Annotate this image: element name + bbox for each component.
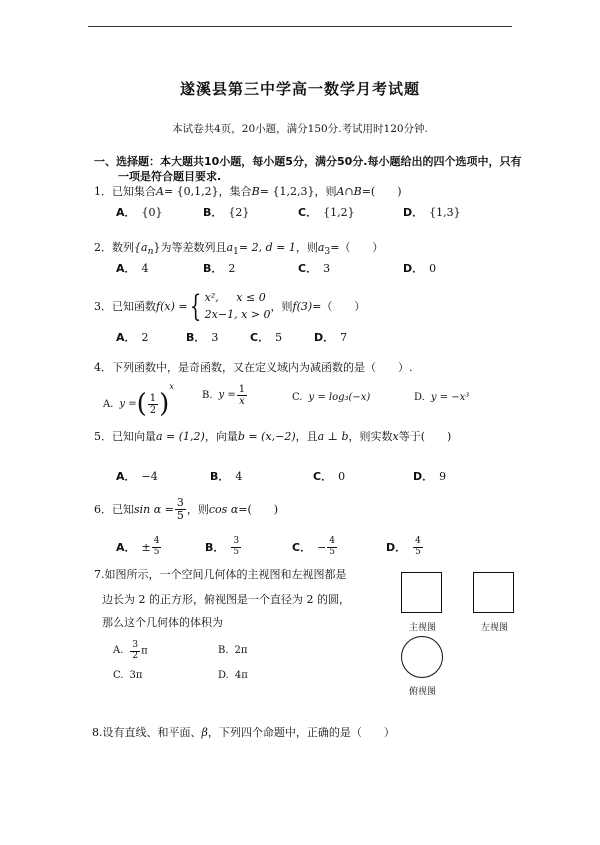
question-1: 1．已知集合A= {0,1,2}，集合B= {1,2,3}，则A∩B=( ): [94, 185, 402, 198]
q4-option-b[interactable]: B. y = $\frac{1}{x}$: [202, 384, 246, 407]
side-view-caption: 左视图: [481, 623, 509, 633]
piecewise-function: x², x ≤ 0 2x−1, x > 0: [204, 291, 271, 321]
q5-option-b[interactable]: B． 4: [210, 470, 243, 483]
q5-option-d[interactable]: D． 9: [413, 470, 447, 483]
q2-option-b[interactable]: B． 2: [203, 262, 236, 275]
q3-option-b[interactable]: B． 3: [186, 331, 219, 344]
q6-option-d[interactable]: D． $\frac{4}{5}$: [386, 536, 421, 557]
q4-option-d[interactable]: D. y = −x³: [414, 392, 470, 403]
question-7-line2: 边长为 2 的正方形，俯视图是一个直径为 2 的圆，: [102, 593, 350, 606]
front-view-square: [401, 572, 442, 613]
q1-option-c[interactable]: C． {1,2}: [298, 206, 355, 219]
top-view-circle: [401, 636, 443, 678]
q2-option-d[interactable]: D． 0: [403, 262, 437, 275]
piecewise-brace: {: [189, 288, 201, 324]
question-6: 6．已知sin α = $\frac{3}{5}$ ，则cos α=( ): [94, 496, 279, 523]
question-7-line3: 那么这个几何体的体积为: [102, 616, 223, 629]
question-5: 5．已知向量a = (1,2)，向量b = (x,−2)，且a ⊥ b，则实数x等于( ): [94, 430, 452, 443]
exam-intro: 本试卷共4页，20小题，满分150分.考试用时120分钟.: [172, 123, 428, 135]
question-4: 4．下列函数中，是奇函数，又在定义域内为减函数的是（ ）.: [94, 361, 413, 374]
q1-option-b[interactable]: B． {2}: [203, 206, 250, 219]
top-view-caption: 俯视图: [409, 687, 437, 697]
q7-option-c[interactable]: C. 3π: [113, 670, 143, 681]
q3-option-c[interactable]: C． 5: [250, 331, 283, 344]
side-view-square: [473, 572, 514, 613]
section-heading-line2: 一项是符合题目要求.: [118, 170, 222, 183]
question-2: 2．数列$\{a_n\}$为等差数列且$a_1= 2$, d = 1，则$a_3=$（ ）: [94, 241, 384, 258]
q2-option-a[interactable]: A． 4: [116, 262, 149, 275]
q5-option-a[interactable]: A． −4: [116, 470, 158, 483]
q1-option-d[interactable]: D． {1,3}: [403, 206, 461, 219]
q4-option-a[interactable]: A. y =( $\frac{1}{2}$ )$^x$: [103, 382, 174, 419]
q7-option-b[interactable]: B. 2π: [218, 645, 248, 656]
q2-option-c[interactable]: C． 3: [298, 262, 331, 275]
q6-option-a[interactable]: A． ± $\frac{4}{5}$: [116, 536, 160, 557]
front-view-caption: 主视图: [409, 623, 437, 633]
q4-option-c[interactable]: C. y = log₃(−x): [292, 392, 371, 403]
q7-option-a[interactable]: A. $\frac{3}{2}$ π: [113, 640, 148, 661]
q1-option-a[interactable]: A． {0}: [116, 206, 163, 219]
page-title: 遂溪县第三中学高一数学月考试题: [179, 80, 420, 98]
q6-option-b[interactable]: B． $\frac{3}{5}$: [205, 536, 240, 557]
q5-option-c[interactable]: C． 0: [313, 470, 346, 483]
question-3: 3．已知函数f(x) ={ x², x ≤ 0 2x−1, x > 0 ，则f(3)=（ ）: [94, 288, 366, 324]
header-rule: [88, 26, 512, 27]
question-7-line1: 7.如图所示，一个空间几何体的主视图和左视图都是: [94, 568, 347, 581]
question-8: 8.设有直线、和平面、β，下列四个命题中，正确的是（ ）: [92, 726, 395, 739]
q6-option-c[interactable]: C． − $\frac{4}{5}$: [292, 536, 336, 557]
q3-option-d[interactable]: D． 7: [314, 331, 348, 344]
section-heading-line1: 一、选择题：本大题共10小题，每小题5分，满分50分.每小题给出的四个选项中，只有: [94, 155, 522, 168]
q7-option-d[interactable]: D. 4π: [218, 670, 248, 681]
q3-option-a[interactable]: A． 2: [116, 331, 149, 344]
